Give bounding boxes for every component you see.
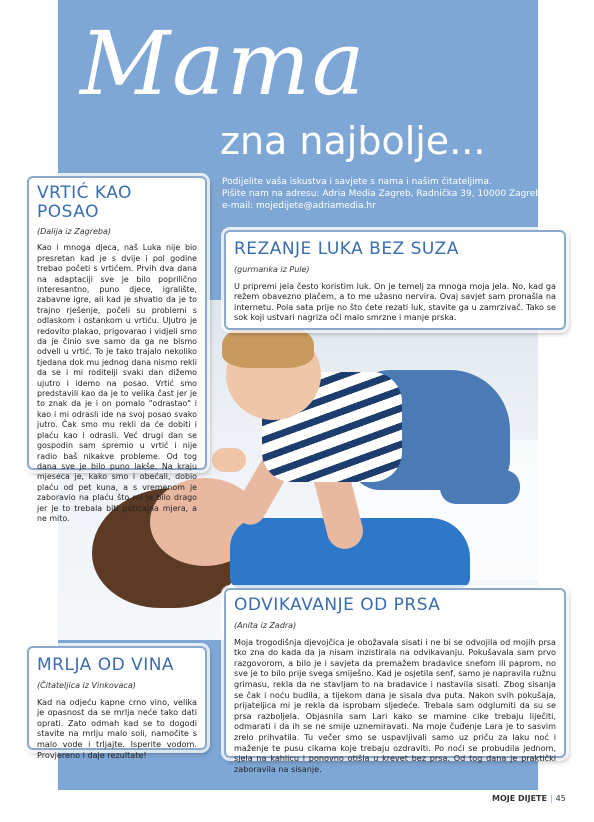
article-box-vrtic	[27, 176, 207, 523]
page-subtitle: zna najbolje...	[220, 119, 486, 163]
baby-hand	[212, 448, 246, 472]
baby-leg	[440, 470, 520, 504]
footer-separator: |	[549, 794, 553, 803]
article-author: (gurmanka iz Pule)	[234, 264, 310, 274]
intro-line: Podijelite vaša iskustva i savjete s nama i našim čitateljima.	[222, 177, 492, 187]
intro-text	[222, 176, 541, 212]
article-author: (Dalija iz Zagreba)	[37, 227, 112, 237]
article-text: U pripremi jela često koristim luk. On je temelj za mnoga moja jela. No, kad ga režem obavezno plačem, a to me užasno nervira. Ovaj savjet sam pronašla na internetu. Pola sata prije no što ćete rezati luk, stavite ga u zamrzivač. Tako se sok koji ustvari nagriza oči malo smrzne i manje prska.	[234, 280, 556, 323]
article-text: Moja trogodišnja djevojčica je obožavala sisati i ne bi se odvojila od mojih prsa tko zna do kada da ja nisam inzistirala na odvikavanju. Pokušavala sam prvo razgovorom, a bilo je i savjeta da premažem bradavice snefom ili paprom, no sve je to bilo prije svega smiješno. Kad je osjetila senf, samo je napravila ružnu grimasu, rekla da ne stavljam to na bradavice i nastavila sisati. Zbog sisanja se čak i noću budila, a tijekom dana je sisala dva puta. Nakon svih pokušaja, prijateljica mi je rekla da isprobam sljedeće. Trebala sam odglumiti da su se prsa razboljela. Objasnila sam Lari kako se mamine cike trebaju liječiti, odmarati i da ih se ne smije uznemiravati. Na moje čuđenje Lara je to sasvim zrelo prihvatila. Tu večer smo se uspavljivali samo uz priču za laku noć i maženje te pusu cikama koje trebaju ozdraviti. Po noći se probudila jednom, sjela na kahlicu i ponovno otišla u krevet bez prsa. Od tog dana je praktički zaboravila na sisanje.	[234, 636, 556, 774]
article-text: Kad na odjeću kapne crno vino, velika je opasnost da se mrlja neće tako dati oprati. Zato odmah kad se to dogodi stavite na mrlju malo soli, namočite s malo vode i trljajte. Isperite vodom. Provjereno i daje rezultate!	[37, 696, 197, 760]
article-box-luk	[224, 230, 566, 330]
article-box-mrlja	[27, 646, 207, 760]
intro-address: Pišite nam na adresu: Adria Media Zagreb, Radnička 39, 10000 Zagreb	[222, 189, 542, 199]
page-title-script: Mama	[80, 12, 367, 115]
article-box-odvikavanje	[224, 588, 566, 774]
article-title: ODVIKAVANJE OD PRSA	[234, 595, 441, 615]
article-title: REZANJE LUKA BEZ SUZA	[234, 239, 459, 259]
article-title: MRLJA OD VINA	[37, 655, 175, 675]
intro-email: e-mail: mojedijete@adriamedia.hr	[222, 201, 376, 211]
magazine-name: MOJE DIJETE	[492, 794, 547, 803]
article-author: (Anita iz Zadra)	[234, 620, 297, 630]
article-text: Kao i mnoga djeca, naš Luka nije bio presretan kad je s dvije i pol godine trebao početi s vrtićem. Prvih dva dana na adaptaciji sve je bilo poprilično interesantno, puno djece, igralište, zabavne igre, ali kad je shvatio da je to trajno rješenje, počeli su problemi s odlaskom i ostankom u vrtiću. Ujutro je redovito plakao, prigovarao i vidjeli smo da je činio sve samo da ga ne bismo odveli u vrtić. To je tako trajalo nekoliko tjedana dok mu jednog dana nismo rekli da se i mi roditelji svaki dan dižemo ujutro i idemo na posao. Vrtić smo predstavili kao da je to velika čast jer je to znak da je i on pomalo "odrastao" i kao i mi odrasli ide na svoj posao svako jutro. Čak smo mu rekli da će dobiti i plaću kao i odrasli. Već drugi dan se gospodin sam spremio u vrtić i nije radio baš nikakve probleme. Od tog dana sve je bilo puno lakše. Na kraju mjeseca je, kako smo i obećali, dobio plaću od pet kuna, a s vremenom je zaboravio na plaću što mi je bilo drago jer je to trebala biti poticajna mjera, a ne mito.	[37, 243, 197, 523]
article-title: VRTIĆ KAO POSAO	[37, 183, 132, 222]
page-number: 45	[555, 794, 566, 803]
page-footer	[492, 794, 566, 803]
article-author: (Čitateljica iz Vinkovaca)	[37, 680, 136, 690]
